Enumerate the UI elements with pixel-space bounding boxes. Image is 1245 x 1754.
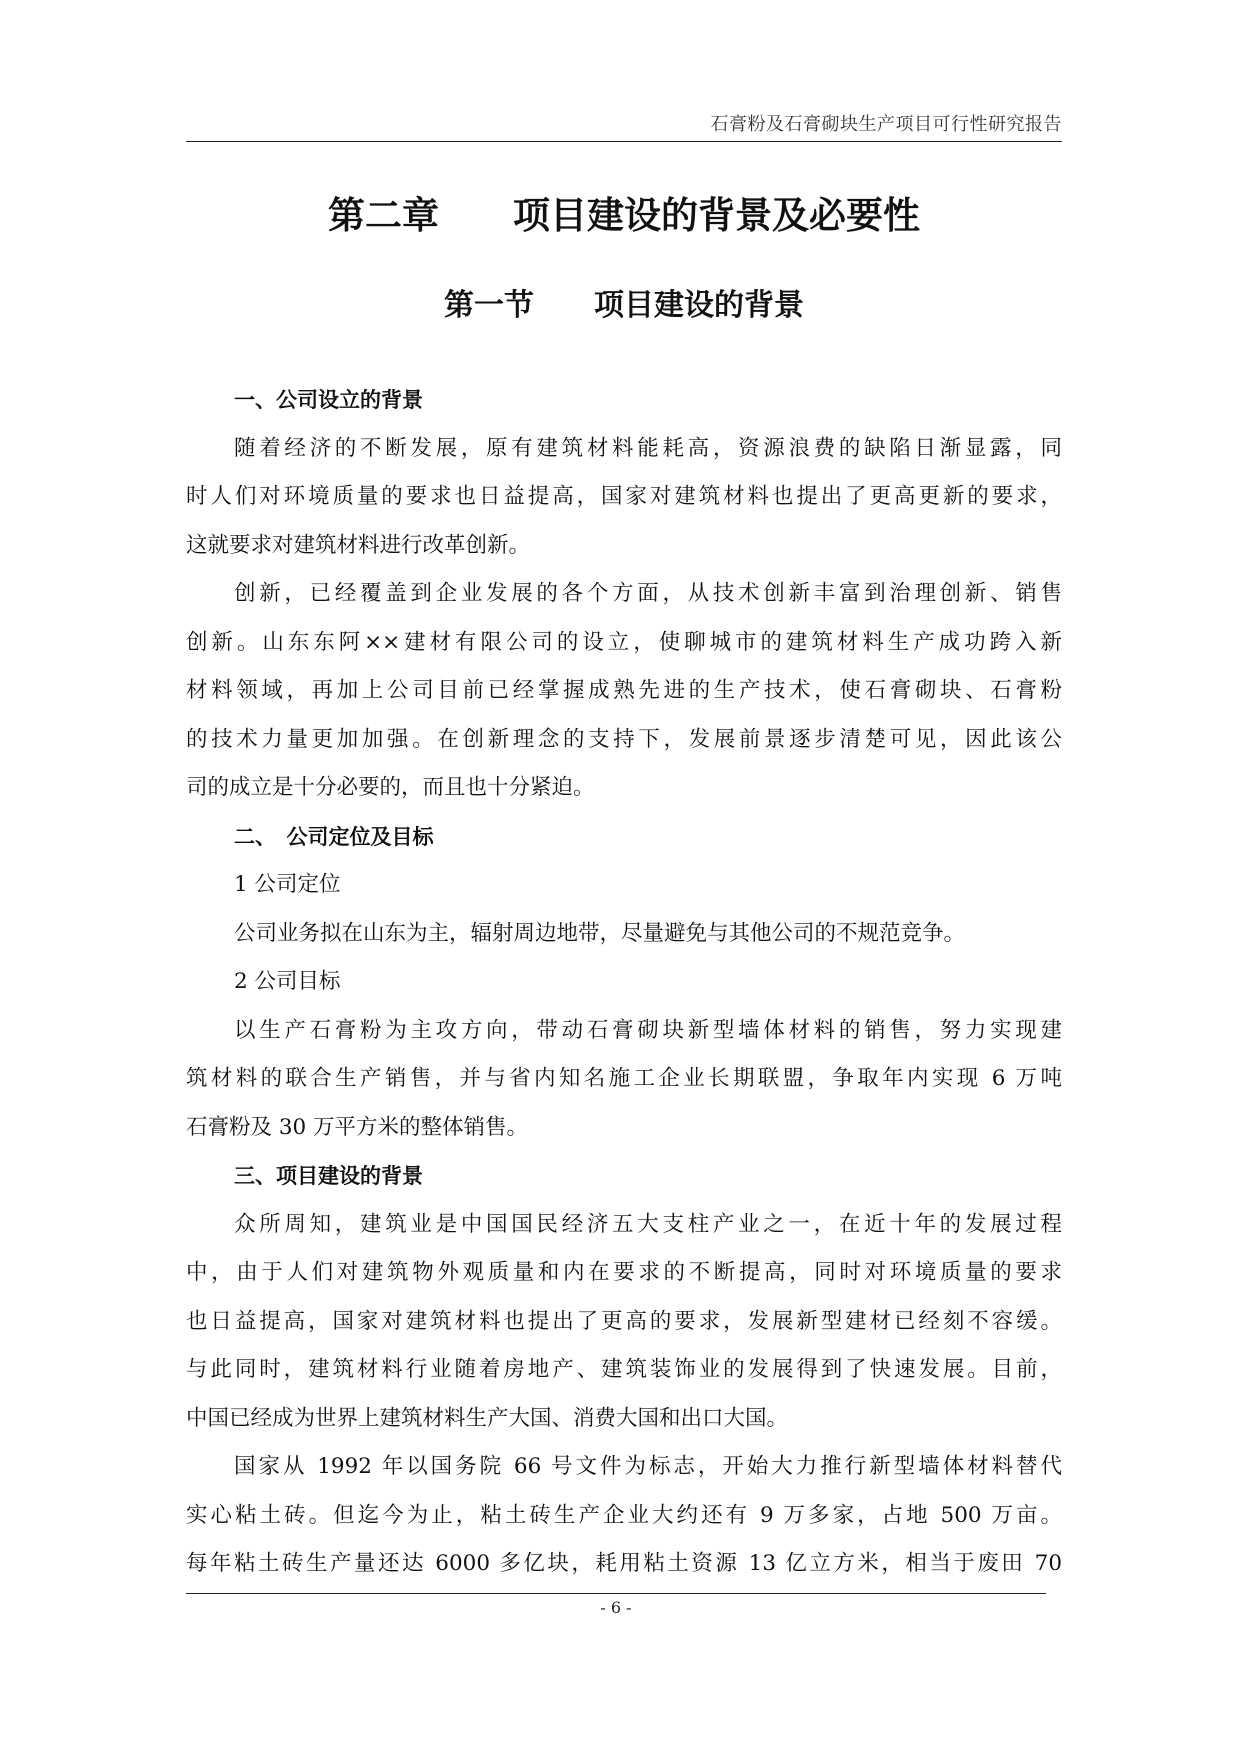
paragraph-project-background-1 <box>186 1201 1062 1444</box>
text-line: 时人们对环境质量的要求也日益提高，国家对建筑材料也提出了更高更新的要求， <box>186 484 1062 509</box>
paragraph-company-background-1 <box>186 425 1062 571</box>
paragraph-company-background-2 <box>186 570 1062 813</box>
chapter-title: 第二章 项目建设的背景及必要性 <box>328 194 920 237</box>
text-line: 与此同时，建筑材料行业随着房地产、建筑装饰业的发展得到了快速发展。目前， <box>186 1357 1062 1382</box>
text-line: 众所周知，建筑业是中国国民经济五大支柱产业之一，在近十年的发展过程 <box>234 1211 1062 1237</box>
section-title: 第一节 项目建设的背景 <box>444 288 804 323</box>
subheading-company-positioning: 二、 公司定位及目标 <box>234 824 434 849</box>
subheading-project-background: 三、项目建设的背景 <box>234 1164 423 1188</box>
header-rule <box>186 141 1062 142</box>
text-line: 石膏粉及 30 万平方米的整体销售。 <box>186 1114 529 1140</box>
subheading-company-background: 一、公司设立的背景 <box>234 388 423 412</box>
text-line: 筑材料的联合生产销售，并与省内知名施工企业长期联盟，争取年内实现 6 万吨 <box>186 1066 1062 1091</box>
item-company-positioning-label: 1 公司定位 <box>234 872 341 897</box>
text-line: 这就要求对建筑材料进行改革创新。 <box>186 532 531 558</box>
footer-rule <box>186 1593 1046 1594</box>
running-header: 石膏粉及石膏砌块生产项目可行性研究报告 <box>710 114 1062 135</box>
text-line: 司的成立是十分必要的，而且也十分紧迫。 <box>186 775 595 800</box>
paragraph-company-goal <box>186 1007 1062 1153</box>
paragraph-company-positioning: 公司业务拟在山东为主，辐射周边地带，尽量避免与其他公司的不规范竞争。 <box>234 920 966 946</box>
text-line: 也日益提高，国家对建筑材料也提出了更高的要求，发展新型建材已经刻不容缓。 <box>186 1308 1062 1334</box>
text-line: 创新。山东东阿××建材有限公司的设立，使聊城市的建筑材料生产成功跨入新 <box>186 629 1062 655</box>
text-line: 创新，已经覆盖到企业发展的各个方面，从技术创新丰富到治理创新、销售 <box>234 581 1062 606</box>
paragraph-project-background-2 <box>186 1443 1062 1589</box>
text-line: 的技术力量更加加强。在创新理念的支持下，发展前景逐步清楚可见，因此该公 <box>186 726 1062 752</box>
text-line: 材料领域，再加上公司目前已经掌握成熟先进的生产技术，使石膏砌块、石膏粉 <box>186 678 1062 703</box>
document-body <box>186 376 1062 1589</box>
text-line: 中国已经成为世界上建筑材料生产大国、消费大国和出口大国。 <box>186 1405 789 1431</box>
text-line: 实心粘土砖。但迄今为止，粘土砖生产企业大约还有 9 万多家，占地 500 万亩。 <box>186 1502 1062 1528</box>
text-line: 中，由于人们对建筑物外观质量和内在要求的不断提高，同时对环境质量的要求 <box>186 1260 1062 1285</box>
item-company-goal-label: 2 公司目标 <box>234 969 341 994</box>
text-line: 每年粘土砖生产量还达 6000 多亿块，耗用粘土资源 13 亿立方米，相当于废田 70 <box>186 1551 1062 1576</box>
text-line: 以生产石膏粉为主攻方向，带动石膏砌块新型墙体材料的销售，努力实现建 <box>234 1017 1062 1043</box>
page-number: - 6 - <box>600 1598 632 1617</box>
text-line: 国家从 1992 年以国务院 66 号文件为标志，开始大力推行新型墙体材料替代 <box>234 1454 1062 1479</box>
text-line: 随着经济的不断发展，原有建筑材料能耗高，资源浪费的缺陷日渐显露，同 <box>234 435 1062 461</box>
